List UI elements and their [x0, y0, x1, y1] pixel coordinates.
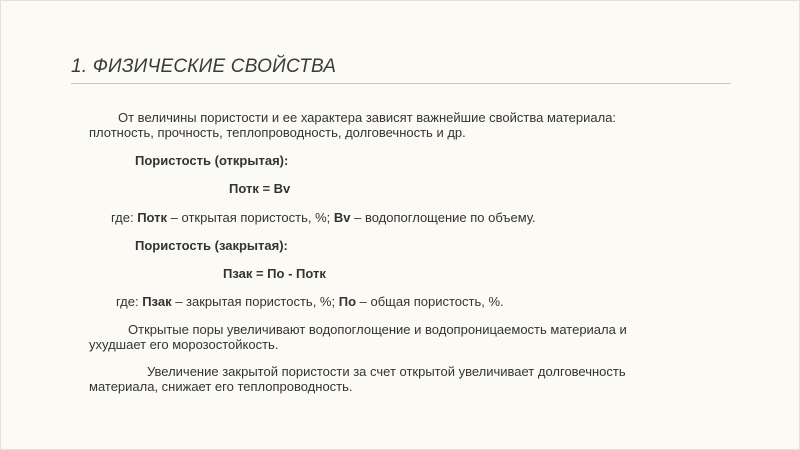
definition-text: – водопоглощение по объему. — [350, 210, 536, 225]
symbol-total-porosity: По — [338, 294, 357, 309]
title-divider — [71, 83, 731, 84]
intro-line-2: плотность, прочность, теплопроводность, долговечность и др. — [89, 125, 466, 140]
closed-pores-line-1: Увеличение закрытой пористости за счет открытой увеличивает долговечность — [147, 364, 626, 379]
closed-porosity-formula: Пзак = По - Потк — [223, 266, 326, 281]
definition-text: – открытая пористость, %; — [167, 210, 334, 225]
where-prefix: где: — [111, 210, 138, 225]
open-pores-line-1: Открытые поры увеличивают водопоглощение и водопроницаемость материала и — [128, 322, 627, 337]
closed-porosity-heading: Пористость (закрытая): — [135, 238, 288, 253]
definition-text: – общая пористость, %. — [356, 294, 504, 309]
open-porosity-formula: Потк = Вv — [229, 181, 291, 196]
intro-line-1: От величины пористости и ее характера зависят важнейшие свойства материала: — [118, 110, 617, 125]
symbol-open-porosity: Потк — [137, 210, 168, 225]
closed-porosity-definition — [116, 294, 504, 309]
slide-title: 1. ФИЗИЧЕСКИЕ СВОЙСТВА — [71, 56, 337, 77]
open-pores-line-2: ухудшает его морозостойкость. — [89, 337, 279, 352]
open-porosity-heading: Пористость (открытая): — [135, 153, 289, 168]
where-prefix: где: — [116, 294, 143, 309]
definition-text: – закрытая пористость, %; — [171, 294, 339, 309]
closed-pores-line-2: материала, снижает его теплопроводность. — [89, 379, 353, 394]
open-porosity-definition — [111, 210, 536, 225]
symbol-closed-porosity: Пзак — [142, 294, 172, 309]
symbol-water-absorption: Вv — [333, 210, 351, 225]
